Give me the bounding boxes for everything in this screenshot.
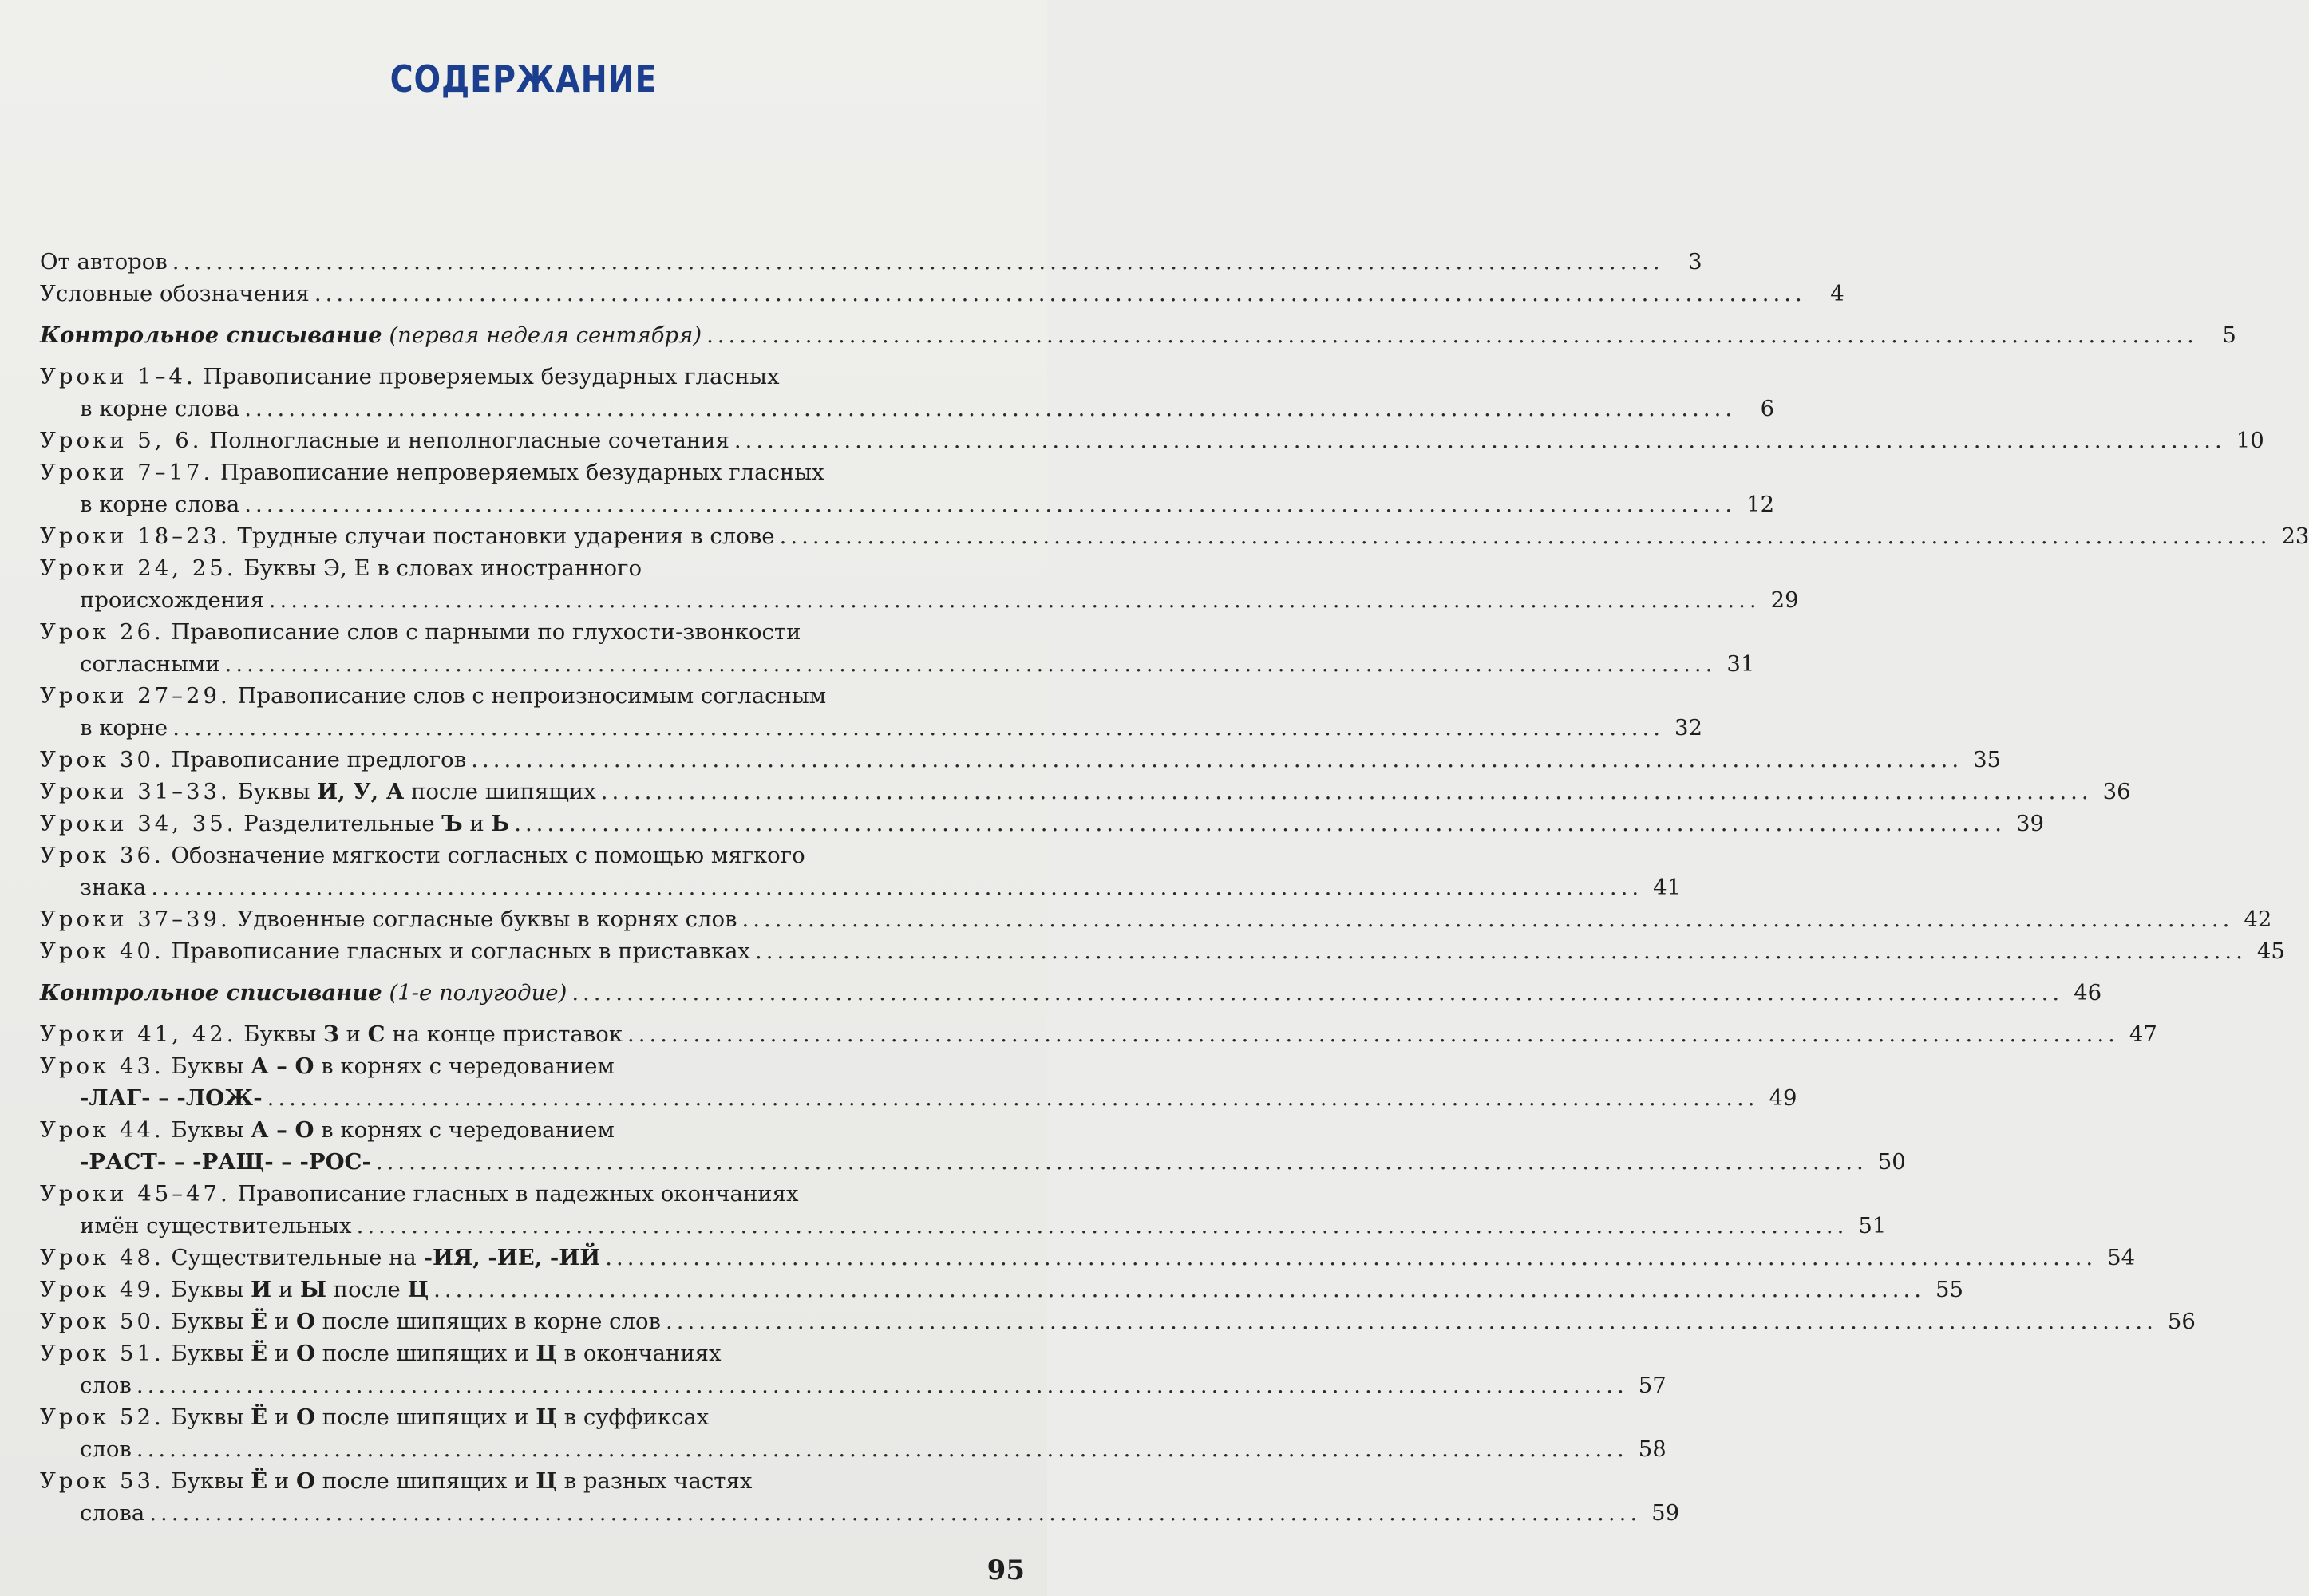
entry-label: Урок 36. <box>40 843 164 868</box>
entry-title-rest: после шипящих в корне слов <box>322 1309 662 1334</box>
entry-subtitle: (первая неделя сентября) <box>389 322 702 348</box>
entry-title: Существительные на <box>171 1245 417 1270</box>
entry-title: Буквы <box>171 1341 244 1366</box>
leader-dots: ........................................................................................................................................ <box>627 1021 2119 1047</box>
entry-letter-ts: Ц <box>536 1341 557 1366</box>
entry-title-cont: слов <box>80 1436 132 1462</box>
entry-letter-o: О <box>295 1468 315 1494</box>
table-of-contents <box>40 246 2309 1529</box>
leader-dots: ........................................................................................................................................ <box>571 980 2064 1005</box>
entry-letter-yo: Ё <box>251 1468 268 1494</box>
toc-entry-lesson-51[interactable] <box>40 1337 1667 1401</box>
entry-page: 32 <box>1674 715 1703 741</box>
entry-label: Уроки 34, 35. <box>40 811 237 836</box>
toc-entry-lesson-44[interactable] <box>40 1114 1906 1178</box>
entry-conj: и <box>274 1468 290 1494</box>
entry-label: Уроки 41, 42. <box>40 1021 237 1047</box>
entry-page: 57 <box>1638 1373 1667 1398</box>
entry-letters: А – О <box>251 1117 314 1143</box>
toc-entry-control-copy-september[interactable] <box>40 319 2236 351</box>
entry-label: Урок 43. <box>40 1053 164 1079</box>
toc-entry-lessons-24-25[interactable] <box>40 552 1799 616</box>
entry-title: Правописание гласных в падежных окончаниях <box>237 1181 799 1207</box>
leader-dots: ........................................................................................................................................ <box>136 1436 1628 1462</box>
entry-letter-o: О <box>295 1309 315 1334</box>
toc-entry-lesson-52[interactable] <box>40 1401 1667 1465</box>
leader-dots: ........................................................................................................................................ <box>172 715 1665 741</box>
entry-label: Уроки 5, 6. <box>40 428 203 453</box>
entry-title-rest: в окончаниях <box>563 1341 722 1366</box>
entry-title: Обозначение мягкости согласных с помощью мягкого <box>171 843 805 868</box>
entry-title-rest: на конце приставок <box>392 1021 623 1047</box>
toc-entry-lessons-1-4[interactable] <box>40 361 1775 425</box>
entry-title-mid: после шипящих и <box>322 1404 529 1430</box>
entry-subtitle: (1-е полугодие) <box>389 980 567 1005</box>
toc-entry-legend[interactable] <box>40 278 1844 310</box>
leader-dots: ........................................................................................................................................ <box>172 249 1664 275</box>
entry-title-cont: имён существительных <box>80 1213 352 1238</box>
entry-label: Уроки 27–29. <box>40 683 231 709</box>
entry-label: Уроки 24, 25. <box>40 555 237 581</box>
entry-title-rest: в разных частях <box>563 1468 753 1494</box>
entry-letter-o: О <box>295 1404 315 1430</box>
leader-dots: ........................................................................................................................................ <box>375 1149 1868 1175</box>
entry-title-cont: знака <box>80 875 147 900</box>
entry-title-mid: после шипящих и <box>322 1341 529 1366</box>
entry-label: Урок 30. <box>40 747 164 772</box>
entry-label: Урок 48. <box>40 1245 164 1270</box>
leader-dots: ........................................................................................................................................ <box>356 1213 1848 1238</box>
entry-label: Урок 50. <box>40 1309 164 1334</box>
toc-entry-control-copy-half-year[interactable] <box>40 977 2102 1009</box>
entry-page: 46 <box>2074 980 2102 1005</box>
entry-page: 6 <box>1760 396 1775 421</box>
entry-label: Урок 44. <box>40 1117 164 1143</box>
entry-title: Правописание непроверяемых безударных гласных <box>220 460 824 485</box>
entry-title-cont: в корне <box>80 715 168 741</box>
entry-letter-y: Ы <box>299 1277 327 1302</box>
entry-letter-s: С <box>367 1021 385 1047</box>
entry-title: Удвоенные согласные буквы в корнях слов <box>237 907 737 932</box>
entry-letter-o: О <box>295 1341 315 1366</box>
entry-label: Урок 26. <box>40 619 164 645</box>
entry-page: 59 <box>1651 1500 1680 1526</box>
leader-dots: ........................................................................................................................................ <box>149 1500 1642 1526</box>
leader-dots: ........................................................................................................................................ <box>268 587 1761 613</box>
entry-title: Буквы Э, Е в словах иностранного <box>243 555 642 581</box>
toc-entry-lessons-37-39[interactable] <box>40 903 2272 935</box>
toc-entry-lesson-48[interactable] <box>40 1242 2136 1274</box>
entry-title-cont: -ЛАГ- – -ЛОЖ- <box>80 1085 263 1111</box>
entry-title-rest: после шипящих <box>410 779 596 804</box>
entry-page: 42 <box>2244 907 2272 932</box>
entry-letter-yo: Ё <box>251 1341 268 1366</box>
entry-title: Буквы <box>171 1468 244 1494</box>
entry-conj: и <box>274 1309 290 1334</box>
entry-page: 45 <box>2256 938 2285 964</box>
entry-letter-ts: Ц <box>407 1277 429 1302</box>
entry-letters: И, У, А <box>317 779 405 804</box>
entry-endings: -ИЯ, -ИЕ, -ИЙ <box>423 1245 601 1270</box>
entry-title-cont: слова <box>80 1500 145 1526</box>
toc-entry-lesson-43[interactable] <box>40 1050 1797 1114</box>
toc-entry-lesson-36[interactable] <box>40 839 1682 903</box>
entry-letters: А – О <box>251 1053 314 1079</box>
leader-dots: ........................................................................................................................................ <box>314 281 1806 306</box>
leader-dots: ........................................................................................................................................ <box>706 322 2198 348</box>
leader-dots: ........................................................................................................................................ <box>244 396 1737 421</box>
entry-title: Буквы <box>171 1117 244 1143</box>
toc-entry-lessons-7-17[interactable] <box>40 456 1775 520</box>
entry-label: Урок 53. <box>40 1468 164 1494</box>
leader-dots: ........................................................................................................................................ <box>136 1373 1628 1398</box>
entry-letter-yo: Ё <box>251 1309 268 1334</box>
entry-label: Урок 40. <box>40 938 164 964</box>
entry-title: Правописание гласных и согласных в приставках <box>171 938 750 964</box>
entry-title: Буквы <box>171 1404 244 1430</box>
entry-page: 49 <box>1769 1085 1797 1111</box>
entry-title: Разделительные <box>243 811 435 836</box>
entry-letter-ts: Ц <box>536 1404 557 1430</box>
entry-page: 50 <box>1877 1149 1906 1175</box>
entry-page: 51 <box>1858 1213 1887 1238</box>
entry-title: Правописание проверяемых безударных гласных <box>203 364 780 389</box>
leader-dots: ........................................................................................................................................ <box>733 428 2226 453</box>
entry-page: 58 <box>1638 1436 1667 1462</box>
entry-page: 47 <box>2129 1021 2157 1047</box>
entry-page: 4 <box>1830 281 1844 306</box>
entry-title: Условные обозначения <box>40 281 310 306</box>
entry-label: Уроки 18–23. <box>40 523 231 549</box>
toc-entry-lesson-40[interactable] <box>40 935 2285 967</box>
toc-entry-lessons-41-42[interactable] <box>40 1018 2157 1050</box>
entry-title: Буквы <box>237 779 310 804</box>
entry-page: 54 <box>2107 1245 2136 1270</box>
entry-title: Контрольное списывание <box>40 322 382 348</box>
leader-dots: ........................................................................................................................................ <box>741 907 2234 932</box>
entry-title-cont: слов <box>80 1373 132 1398</box>
entry-label: Урок 51. <box>40 1341 164 1366</box>
leader-dots: ........................................................................................................................................ <box>666 1309 2157 1334</box>
toc-entry-lesson-26[interactable] <box>40 616 1755 680</box>
toc-entry-lesson-49[interactable] <box>40 1274 1963 1306</box>
entry-page: 23 <box>2281 523 2309 549</box>
leader-dots: ........................................................................................................................................ <box>151 875 1643 900</box>
entry-title-rest: после <box>333 1277 401 1302</box>
entry-page: 39 <box>2016 811 2045 836</box>
entry-title-mid: после шипящих и <box>322 1468 529 1494</box>
entry-title: Правописание слов с парными по глухости-звонкости <box>171 619 801 645</box>
toc-entry-lessons-27-29[interactable] <box>40 680 1703 744</box>
entry-conj: и <box>469 811 484 836</box>
entry-letter-yo: Ё <box>251 1404 268 1430</box>
entry-page: 35 <box>1973 747 2002 772</box>
entry-label: Уроки 31–33. <box>40 779 231 804</box>
toc-entry-lessons-18-23[interactable] <box>40 520 2309 552</box>
entry-page: 3 <box>1688 249 1702 275</box>
toc-entry-lessons-31-33[interactable] <box>40 776 2131 808</box>
leader-dots: ........................................................................................................................................ <box>514 811 2007 836</box>
entry-conj: и <box>274 1404 290 1430</box>
entry-label: Уроки 7–17. <box>40 460 214 485</box>
entry-conj: и <box>346 1021 361 1047</box>
entry-label: Уроки 1–4. <box>40 364 196 389</box>
toc-entry-lesson-50[interactable] <box>40 1306 2196 1337</box>
entry-label: Уроки 37–39. <box>40 907 231 932</box>
entry-title: Буквы <box>171 1053 244 1079</box>
entry-page: 12 <box>1746 492 1775 517</box>
entry-letter-soft-sign: Ь <box>491 811 510 836</box>
entry-title-cont: происхождения <box>80 587 264 613</box>
page-title: СОДЕРЖАНИЕ <box>389 57 658 101</box>
entry-label: Урок 52. <box>40 1404 164 1430</box>
entry-title-rest: в корнях с чередованием <box>321 1117 615 1143</box>
entry-page: 55 <box>1935 1277 1963 1302</box>
page-number: 95 <box>986 1555 1025 1586</box>
leader-dots: ........................................................................................................................................ <box>471 747 1963 772</box>
entry-page: 56 <box>2167 1309 2196 1334</box>
toc-entry-from-authors[interactable] <box>40 246 1702 278</box>
entry-letter-i: И <box>251 1277 272 1302</box>
entry-page: 29 <box>1770 587 1799 613</box>
entry-title: Трудные случаи постановки ударения в слове <box>237 523 775 549</box>
entry-title: От авторов <box>40 249 168 275</box>
entry-letter-hard-sign: Ъ <box>441 811 463 836</box>
leader-dots: ........................................................................................................................................ <box>224 651 1717 677</box>
entry-conj: и <box>274 1341 290 1366</box>
entry-letter-z: З <box>322 1021 339 1047</box>
entry-label: Урок 49. <box>40 1277 164 1302</box>
entry-letter-ts: Ц <box>536 1468 557 1494</box>
entry-page: 5 <box>2222 322 2236 348</box>
entry-label: Уроки 45–47. <box>40 1181 231 1207</box>
entry-page: 31 <box>1726 651 1755 677</box>
entry-title: Правописание предлогов <box>171 747 467 772</box>
leader-dots: ........................................................................................................................................ <box>605 1245 2097 1270</box>
entry-title-rest: в корнях с чередованием <box>321 1053 615 1079</box>
leader-dots: ........................................................................................................................................ <box>779 523 2271 549</box>
entry-title: Правописание слов с непроизносимым согласным <box>237 683 827 709</box>
entry-page: 10 <box>2236 428 2264 453</box>
toc-entry-lessons-45-47[interactable] <box>40 1178 1887 1242</box>
entry-title: Буквы <box>243 1021 317 1047</box>
toc-entry-lessons-34-35[interactable] <box>40 808 2045 839</box>
entry-page: 36 <box>2102 779 2131 804</box>
toc-entry-lesson-30[interactable] <box>40 744 2002 776</box>
entry-title: Полногласные и неполногласные сочетания <box>209 428 729 453</box>
entry-title-rest: в суффиксах <box>563 1404 710 1430</box>
entry-page: 41 <box>1653 875 1682 900</box>
entry-conj: и <box>278 1277 294 1302</box>
leader-dots: ........................................................................................................................................ <box>433 1277 1925 1302</box>
toc-entry-lesson-53[interactable] <box>40 1465 1680 1529</box>
toc-entry-lessons-5-6[interactable] <box>40 425 2264 456</box>
entry-title: Контрольное списывание <box>40 980 382 1005</box>
leader-dots: ........................................................................................................................................ <box>754 938 2247 964</box>
leader-dots: ........................................................................................................................................ <box>244 492 1737 517</box>
entry-title-cont: -РАСТ- – -РАЩ- – -РОС- <box>80 1149 371 1175</box>
entry-title: Буквы <box>171 1309 244 1334</box>
entry-title-cont: в корне слова <box>80 492 240 517</box>
leader-dots: ........................................................................................................................................ <box>600 779 2093 804</box>
leader-dots: ........................................................................................................................................ <box>267 1085 1759 1111</box>
entry-title: Буквы <box>171 1277 244 1302</box>
entry-title-cont: в корне слова <box>80 396 240 421</box>
entry-title-cont: согласными <box>80 651 220 677</box>
